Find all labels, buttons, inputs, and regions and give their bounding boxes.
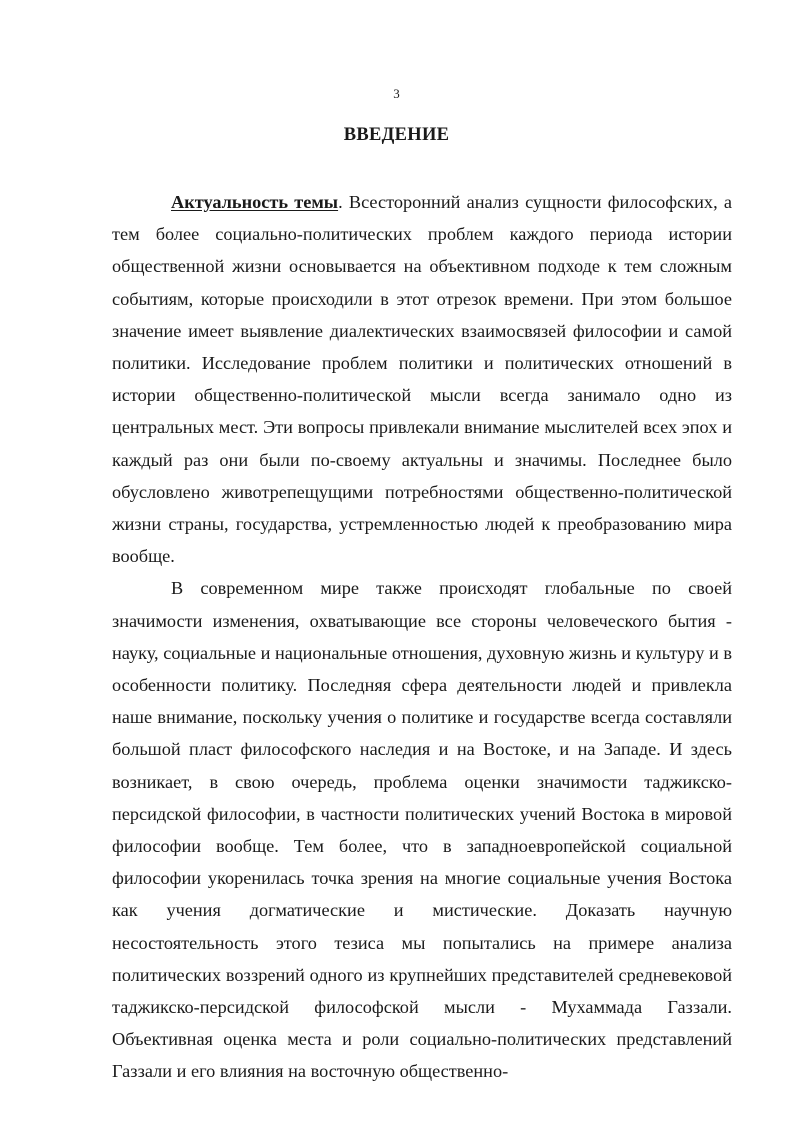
paragraph-text: . Всесторонний анализ сущности философских, а тем более социально-политических проблем каждого периода истории общественной жизни основывается на объективном подходе к тем сложным событиям, которые происходили в этот отрезок времени. При этом большое значение имеет выявление диалектических взаимосвязей философии и самой политики. Исследование проблем политики и политических отношений в истории общественно-политической мысли всегда занимало одно из центральных мест. Эти вопросы привлекали внимание мыслителей всех эпох и каждый раз они были по-своему актуальны и значимы. Последнее было обусловлено животрепещущими потребностями общественно-политической жизни страны, государства, устремленностью людей к преобразованию мира вообще. — [112, 192, 732, 567]
paragraph-text: В современном мире также происходят глобальные по своей значимости изменения, охватывающие все стороны человеческого бытия - науку, социальные и национальные отношения, духовную жизнь и культуру и в особенности политику. Последняя сфера деятельности людей и привлекла наше внимание, поскольку учения о политике и государстве всегда составляли большой пласт философского наследия и на Востоке, и на Западе. И здесь возникает, в свою очередь, проблема оценки значимости таджикско-персидской философии, в частности политических учений Востока в мировой философии вообще. Тем более, что в западноевропейской социальной философии укоренилась точка зрения на многие социальные учения Востока как учения догматические и мистические. Доказать научную несостоятельность этого тезиса мы попытались на примере анализа политических воззрений одного из крупнейших представителей средневековой таджикско-персидской философской мысли - Мухаммада Газзали. Объективная оценка места и роли социально-политических представлений Газзали и его влияния на восточную общественно- — [112, 578, 732, 1082]
paragraph-lead-heading: Актуальность темы — [171, 192, 339, 212]
paragraph-modern-world — [112, 572, 732, 1087]
body-text — [112, 186, 732, 1088]
page-title: ВВЕДЕНИЕ — [343, 125, 450, 145]
page-number: 3 — [393, 86, 400, 101]
paragraph-relevance — [112, 186, 732, 572]
